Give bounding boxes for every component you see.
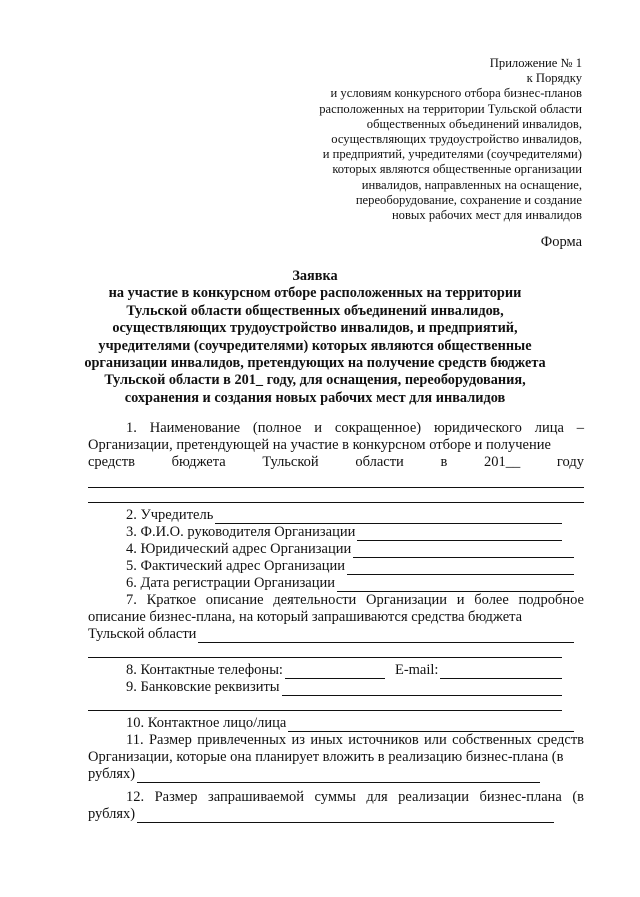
title-line: Заявка (292, 268, 338, 284)
item-3-row (88, 524, 584, 541)
title-line: организации инвалидов, претендующих на получение средств бюджета (84, 355, 546, 372)
item-2-label: 2. Учредитель (126, 507, 214, 523)
item-11-tail-row (88, 766, 584, 783)
item-12-text: 12. Размер запрашиваемой суммы для реализации бизнес-плана (в (126, 789, 584, 805)
appendix-reference (300, 56, 582, 223)
item-11-text: 11. Размер привлеченных из иных источников или собственных средств Организации, которые она планирует вложить в реализацию бизнес-плана (в (88, 732, 584, 765)
item-5-label: 5. Фактический адрес Организации (126, 558, 346, 574)
item-8-phones-label: 8. Контактные телефоны: (126, 662, 283, 678)
item-6-label: 6. Дата регистрации Организации (126, 575, 336, 591)
appendix-line: общественных объединений инвалидов, (366, 116, 582, 131)
appendix-line: расположенных на территории Тульской области (319, 101, 582, 116)
phones-fill-line[interactable] (285, 666, 385, 679)
item-1-word: в (440, 454, 448, 470)
item-1-last-line (88, 454, 584, 471)
item-7-text: 7. Краткое описание деятельности Организации и более подробное описание бизнес-плана, на который запрашиваются средства бюджета (88, 592, 584, 625)
item-1-fill-line[interactable] (88, 488, 584, 503)
appendix-line: и предприятий, учредителями (соучредителями) (322, 147, 582, 162)
title-line: на участие в конкурсном отборе расположенных на территории (108, 285, 522, 302)
item-1-fill-line[interactable] (88, 473, 584, 488)
title-line: учредителями (соучредителями) которых являются общественные (98, 337, 532, 354)
item-5-fill-line[interactable] (347, 562, 574, 575)
item-5-row (88, 558, 584, 575)
appendix-line: осуществляющих трудоустройство инвалидов, (331, 132, 582, 147)
item-1-word: средств (88, 454, 135, 470)
item-8-email-label: E-mail: (394, 662, 439, 678)
title-line: сохранения и создания новых рабочих мест для инвалидов (124, 389, 506, 406)
item-9-fill-line[interactable] (282, 683, 562, 696)
appendix-line: Приложение № 1 (489, 56, 582, 70)
item-11-tail: рублях) (88, 766, 136, 782)
item-6-row (88, 575, 584, 592)
item-1-word: году (556, 454, 584, 470)
item-10-fill-line[interactable] (288, 719, 574, 732)
title-line: Тульской области в 201_ году, для оснащения, переоборудования, (104, 372, 526, 389)
item-1-word: бюджета (171, 454, 226, 470)
item-4-row (88, 541, 584, 558)
item-10-row (88, 715, 584, 732)
email-fill-line[interactable] (440, 666, 562, 679)
title-line: Тульской области общественных объединений инвалидов, (126, 302, 504, 319)
item-2-row (88, 507, 584, 524)
item-7-tail: Тульской области (88, 626, 197, 642)
form-label: Форма (540, 234, 582, 250)
appendix-line: и условиям конкурсного отбора бизнес-планов (330, 86, 582, 101)
appendix-line: которых являются общественные организации (332, 162, 582, 177)
item-3-fill-line[interactable] (357, 528, 562, 541)
appendix-line: к Порядку (526, 71, 582, 86)
item-8-row (88, 662, 584, 679)
item-1-text: 1. Наименование (полное и сокращенное) юридического лица – Организации, претендующей на участие в конкурсном отборе и получение (88, 420, 584, 453)
appendix-line: инвалидов, направленных на оснащение, (361, 177, 582, 192)
appendix-line: переоборудование, сохранение и создание (355, 192, 582, 207)
item-4-label: 4. Юридический адрес Организации (126, 541, 352, 557)
item-4-fill-line[interactable] (353, 545, 574, 558)
title-line: осуществляющих трудоустройство инвалидов, и предприятий, (112, 320, 518, 337)
item-9-fill-line[interactable] (88, 696, 562, 711)
item-1-word: области (355, 454, 404, 470)
item-1-word: Тульской (262, 454, 319, 470)
item-10-label: 10. Контактное лицо/лица (126, 715, 287, 731)
document-title (80, 268, 550, 407)
item-12-fill-line[interactable] (137, 810, 554, 823)
item-7-tail-row (88, 626, 584, 643)
item-7-fill-line[interactable] (88, 643, 562, 658)
item-9-label: 9. Банковские реквизиты (126, 679, 280, 695)
item-6-fill-line[interactable] (337, 579, 574, 592)
appendix-line: новых рабочих мест для инвалидов (391, 208, 582, 223)
item-7-fill-line[interactable] (198, 630, 574, 643)
item-3-label: 3. Ф.И.О. руководителя Организации (126, 524, 356, 540)
form-body (88, 420, 584, 823)
item-12-tail-row (88, 806, 584, 823)
item-2-fill-line[interactable] (215, 511, 562, 524)
item-1-word: 201__ (484, 454, 521, 470)
item-9-row (88, 679, 584, 696)
item-11-fill-line[interactable] (137, 770, 540, 783)
item-12-tail: рублях) (88, 806, 136, 822)
